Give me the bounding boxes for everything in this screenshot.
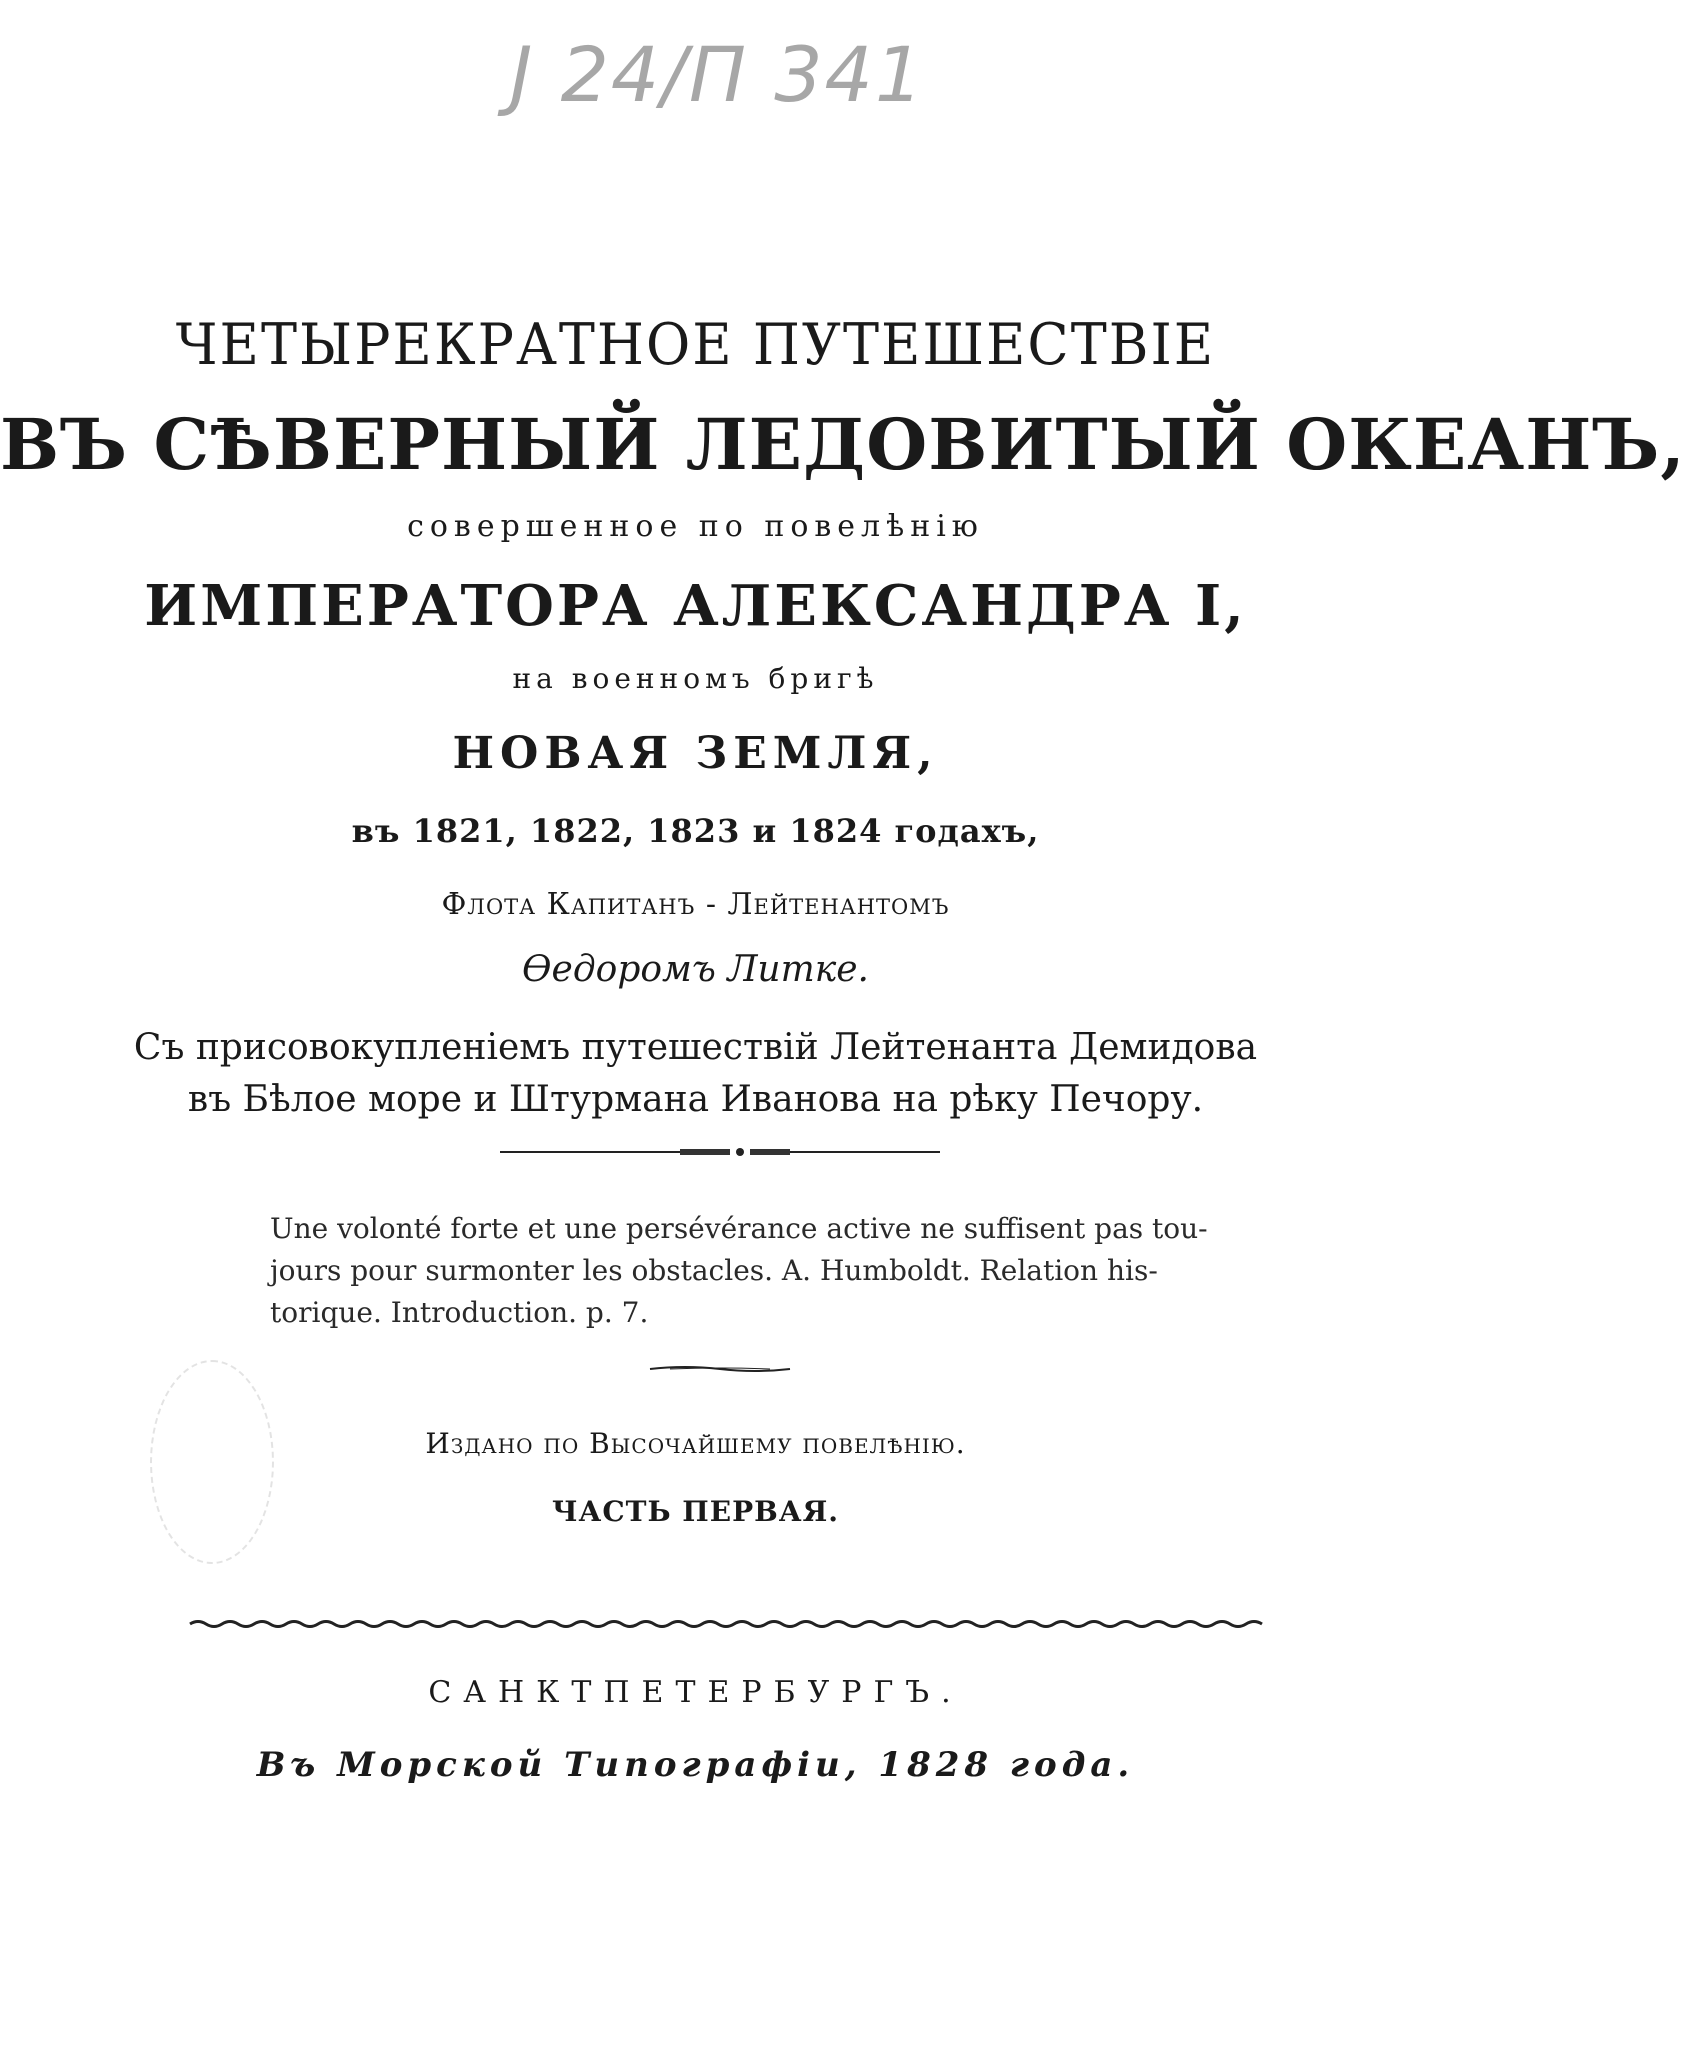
ship-name: НОВАЯ ЗЕМЛЯ, <box>452 728 939 779</box>
voyage-years: въ 1821, 1822, 1823 и 1824 годахъ, <box>351 812 1040 850</box>
epigraph-line: torique. Introduction. p. 7. <box>270 1296 649 1329</box>
handwritten-shelfmark: Ј 24/П 341 <box>510 30 926 119</box>
author-rank: Флота Капитанъ - Лейтенантомъ <box>441 887 950 922</box>
epigraph-line: jours pour surmonter les obstacles. A. Humboldt. Relation his- <box>270 1254 1158 1287</box>
subtitle-brig: на военномъ бригѣ <box>512 662 879 695</box>
epigraph <box>270 1208 1250 1334</box>
ornamental-rule-1 <box>500 1146 940 1158</box>
subtitle-commissioned: совершенное по повелѣнію <box>407 509 984 544</box>
faded-library-stamp <box>150 1360 274 1564</box>
author-name: Ѳедоромъ Литке. <box>522 949 869 990</box>
city: САНКТПЕТЕРБУРГЪ. <box>428 1675 963 1710</box>
title-line-2: ВЪ СѢВЕРНЫЙ ЛЕДОВИТЫЙ ОКЕАНЪ, <box>0 403 1686 486</box>
supplement-line-1: Съ присовокупленіемъ путешествій Лейтенанта Демидова <box>133 1027 1258 1068</box>
publication-note: Издано по Высочайшему повелѣнію. <box>425 1427 966 1460</box>
wavy-divider <box>190 1618 1250 1630</box>
volume-label: ЧАСТЬ ПЕРВАЯ. <box>551 1495 840 1528</box>
title-line-1: ЧЕТЫРЕКРАТНОЕ ПУТЕШЕСТВІЕ <box>175 311 1216 378</box>
subtitle-emperor: ИМПЕРАТОРА АЛЕКСАНДРА I, <box>144 573 1247 639</box>
supplement-line-2: въ Бѣлое море и Штурмана Иванова на рѣку Печору. <box>187 1079 1204 1120</box>
imprint: Въ Морской Типографіи, 1828 года. <box>256 1745 1135 1785</box>
epigraph-line: Une volonté forte et une persévérance active ne suffisent pas tou- <box>270 1212 1208 1245</box>
ornamental-rule-2 <box>650 1364 790 1374</box>
